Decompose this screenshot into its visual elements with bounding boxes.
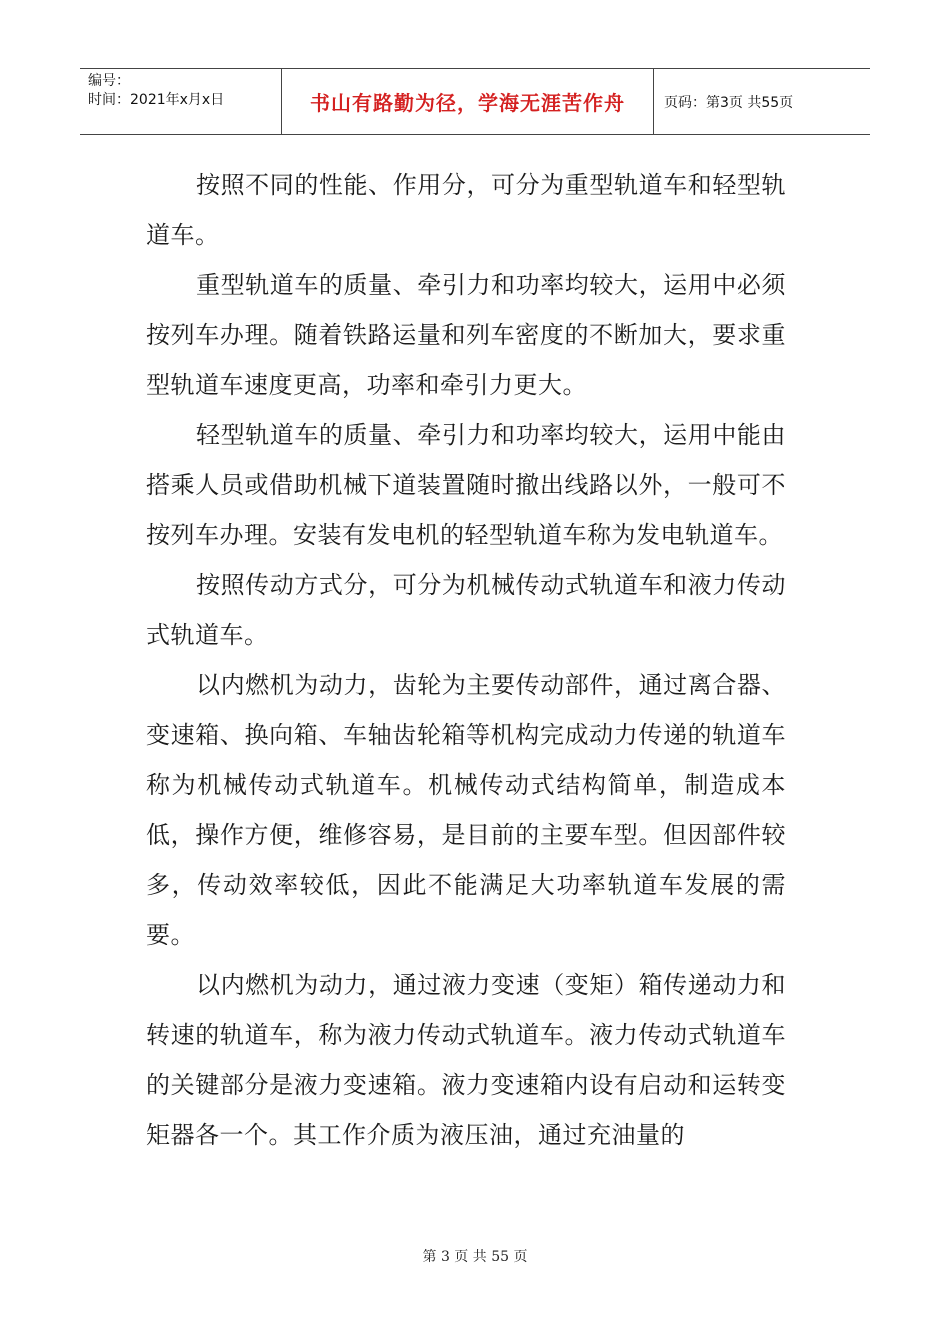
page-header [80,68,870,135]
paragraph-2: 重型轨道车的质量、牵引力和功率均较大，运用中必须按列车办理。随着铁路运量和列车密度的不断加大，要求重型轨道车速度更高，功率和牵引力更大。 [146,271,786,399]
paragraph-1: 按照不同的性能、作用分，可分为重型轨道车和轻型轨道车。 [146,171,786,249]
paragraph-3: 轻型轨道车的质量、牵引力和功率均较大，运用中能由搭乘人员或借助机械下道装置随时撤出线路以外，一般可不按列车办理。安装有发电机的轻型轨道车称为发电轨道车。 [146,421,786,549]
paragraph-4: 按照传动方式分，可分为机械传动式轨道车和液力传动式轨道车。 [146,571,786,649]
document-time-label: 时间：2021年x月x日 [88,92,225,108]
document-number-label: 编号： [88,73,130,89]
paragraph-6: 以内燃机为动力，通过液力变速（变矩）箱传递动力和转速的轨道车，称为液力传动式轨道车。液力传动式轨道车的关键部分是液力变速箱。液力变速箱内设有启动和运转变矩器各一个。其工作介质为液压油，通过充油量的 [146,971,786,1149]
paragraph-5: 以内燃机为动力，齿轮为主要传动部件，通过离合器、变速箱、换向箱、车轴齿轮箱等机构完成动力传递的轨道车称为机械传动式轨道车。机械传动式结构简单，制造成本低，操作方便，维修容易，是目前的主要车型。但因部件较多，传动效率较低，因此不能满足大功率轨道车发展的需要。 [146,671,786,949]
page-footer: 第 3 页 共 55 页 [422,1249,528,1265]
header-page-info: 页码：第3页 共55页 [664,94,794,111]
header-meta [80,69,282,134]
header-motto: 书山有路勤为径，学海无涯苦作舟 [282,69,654,134]
document-body [146,160,786,1160]
